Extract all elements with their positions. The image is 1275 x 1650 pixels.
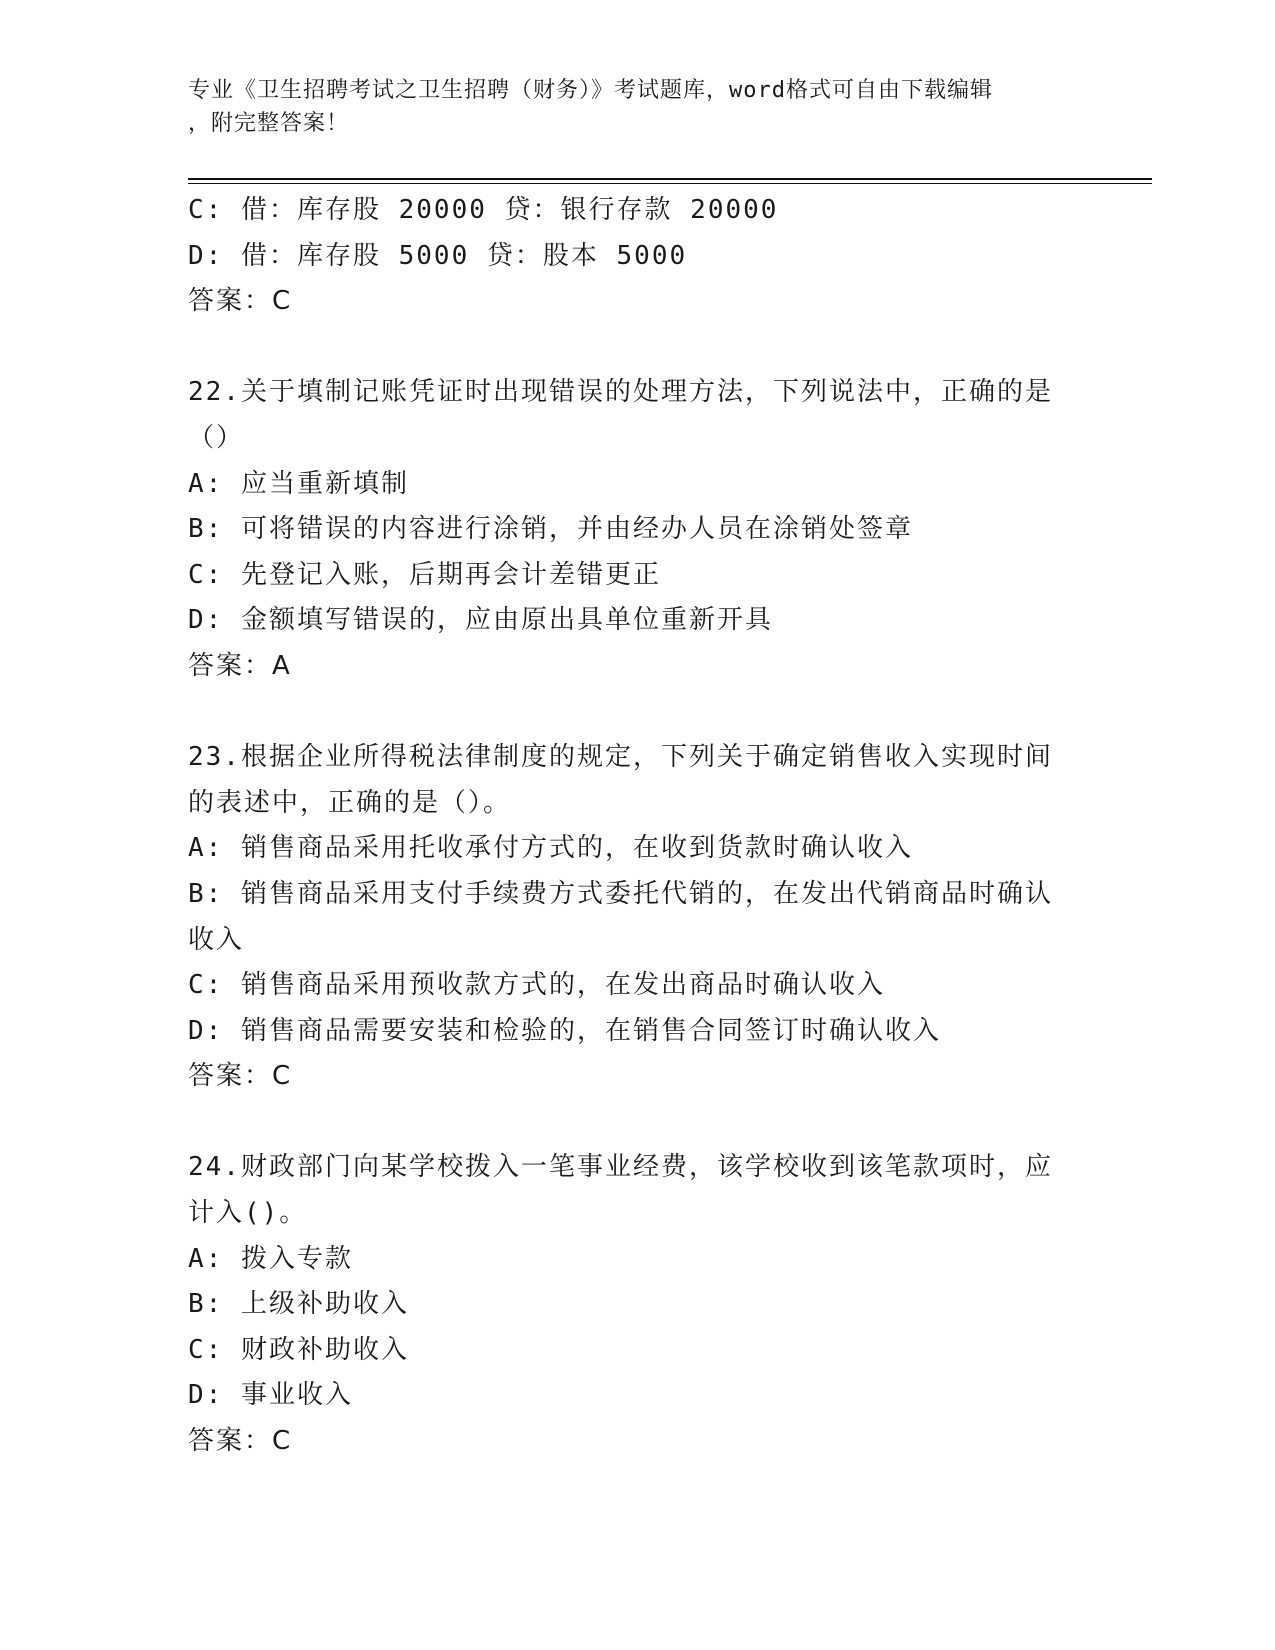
header-title-line2: ，附完整答案！ [188,111,350,136]
option-c: C: 财政补助收入 [188,1334,409,1365]
spacer [188,325,1088,371]
question-stem: 23.根据企业所得税法律制度的规定，下列关于确定销售收入实现时间 [188,742,1053,773]
option-c: C: 借：库存股 20000 贷：银行存款 20000 [188,195,779,225]
answer-label: 答案：C [188,286,293,317]
answer-label: 答案：A [188,650,292,681]
question-21-tail [188,188,1088,325]
question-23 [188,735,1088,1100]
question-stem-cont: 计入()。 [188,1198,308,1229]
spacer [188,690,1088,736]
option-b-cont: 收入 [188,924,245,955]
header-divider-thin [188,183,1152,184]
option-d: D: 销售商品需要安装和检验的，在销售合同签订时确认收入 [188,1015,941,1046]
option-b: B: 销售商品采用支付手续费方式委托代销的，在发出代销商品时确认 [188,878,1053,909]
answer-label: 答案：C [188,1061,293,1092]
option-c: C: 先登记入账，后期再会计差错更正 [188,559,661,590]
option-b: B: 可将错误的内容进行涂销，并由经办人员在涂销处签章 [188,514,913,545]
answer-label: 答案：C [188,1426,293,1457]
question-list [188,188,1088,1465]
spacer [188,1100,1088,1146]
option-d: D: 借：库存股 5000 贷：股本 5000 [188,240,688,271]
option-a: A: 销售商品采用托收承付方式的，在收到货款时确认收入 [188,833,913,864]
header-divider-thick [188,178,1152,180]
option-b: B: 上级补助收入 [188,1289,409,1320]
question-24 [188,1145,1088,1464]
question-stem-cont: 的表述中，正确的是（）。 [188,787,512,818]
question-22 [188,370,1088,689]
option-c: C: 销售商品采用预收款方式的，在发出商品时确认收入 [188,970,885,1001]
option-d: D: 事业收入 [188,1380,353,1411]
question-stem-cont: （） [188,422,245,453]
header-title-line1: 专业《卫生招聘考试之卫生招聘（财务）》考试题库，word格式可自由下载编辑 [188,78,993,103]
question-stem: 24.财政部门向某学校拨入一笔事业经费，该学校收到该笔款项时，应 [188,1152,1053,1183]
option-a: A: 应当重新填制 [188,468,409,499]
question-stem: 22.关于填制记账凭证时出现错误的处理方法，下列说法中，正确的是 [188,377,1053,408]
option-d: D: 金额填写错误的，应由原出具单位重新开具 [188,605,773,636]
option-a: A: 拨入专款 [188,1243,353,1274]
document-header [188,74,1078,140]
